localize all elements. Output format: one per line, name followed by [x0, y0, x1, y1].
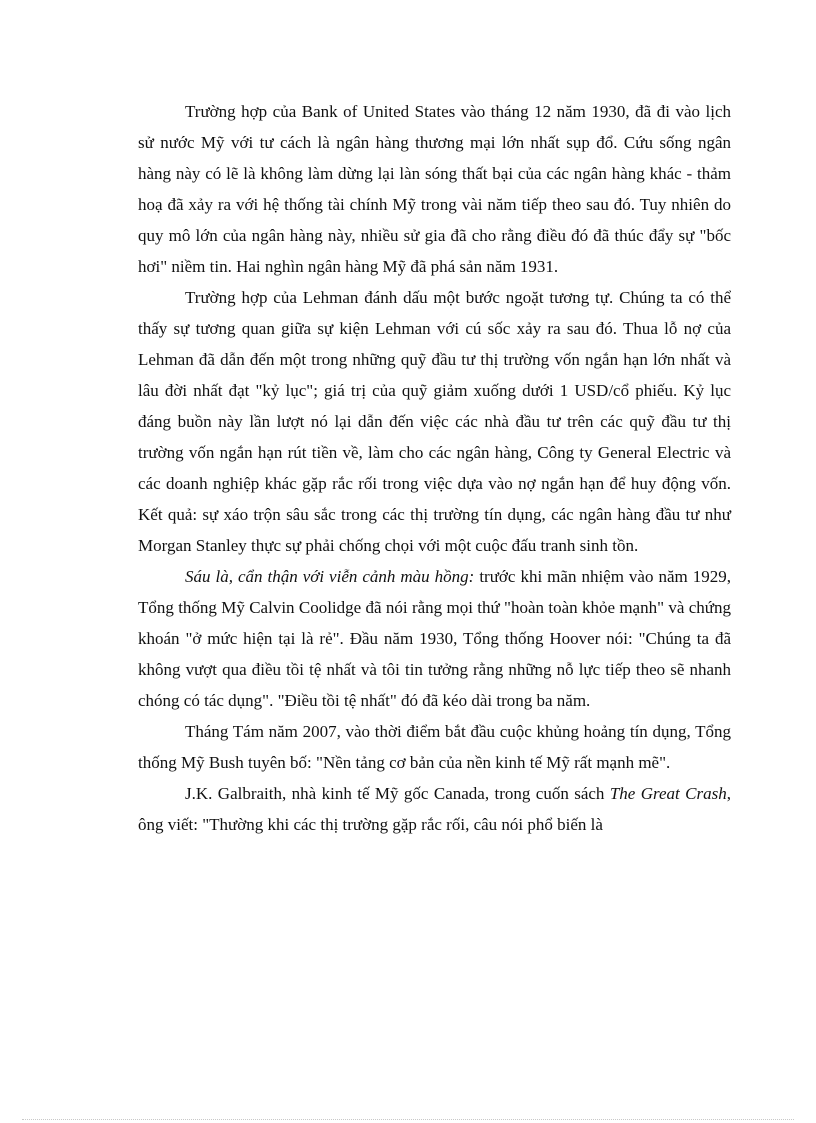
book-title-italic: The Great Crash — [609, 784, 727, 803]
paragraph-bush-2007: Tháng Tám năm 2007, vào thời điểm bắt đầu cuộc khủng hoảng tín dụng, Tổng thống Mỹ Bush tuyên bố: "Nền tảng cơ bản của nền kinh tế Mỹ rất mạnh mẽ". — [138, 722, 731, 772]
paragraph-galbraith-rest: , ông viết: "Thường khi các thị trường gặp rắc rối, câu nói phổ biến là — [138, 784, 731, 834]
paragraph-lehman: Trường hợp của Lehman đánh dấu một bước ngoặt tương tự. Chúng ta có thể thấy sự tương quan giữa sự kiện Lehman với cú sốc xảy ra sau đó. Thua lỗ nợ của Lehman đã dẫn đến một trong những quỹ đầu tư thị trường vốn ngắn hạn lớn nhất và lâu đời nhất đạt "kỷ lục"; giá trị của quỹ giảm xuống dưới 1 USD/cổ phiếu. Kỷ lục đáng buồn này lần lượt nó lại dẫn đến việc các nhà đầu tư trên các quỹ đầu tư thị trường vốn ngắn hạn rút tiền về, làm cho các ngân hàng, Công ty General Electric và các doanh nghiệp khác gặp rắc rối trong việc dựa vào nợ ngắn hạn để huy động vốn. Kết quả: sự xáo trộn sâu sắc trong các thị trường tín dụng, các ngân hàng đầu tư như Morgan Stanley thực sự phải chống chọi với một cuộc đấu tranh sinh tồn. — [138, 288, 731, 555]
paragraph-rosy-outlook — [138, 561, 731, 716]
page-footer-divider — [22, 1119, 794, 1120]
section-lead-italic: Sáu là, cẩn thận với viễn cảnh màu hồng: — [185, 567, 475, 586]
paragraph-galbraith-start: J.K. Galbraith, nhà kinh tế Mỹ gốc Canada, trong cuốn sách — [185, 784, 610, 803]
paragraph-galbraith — [138, 778, 731, 840]
document-body — [138, 96, 731, 840]
paragraph-bank-of-united-states: Trường hợp của Bank of United States vào tháng 12 năm 1930, đã đi vào lịch sử nước Mỹ với tư cách là ngân hàng thương mại lớn nhất sụp đổ. Cứu sống ngân hàng này có lẽ là không làm dừng lại làn sóng thất bại của các ngân hàng khác - thảm hoạ đã xảy ra với hệ thống tài chính Mỹ trong vài năm tiếp theo sau đó. Tuy nhiên do quy mô lớn của ngân hàng này, nhiều sử gia đã cho rằng điều đó đã thúc đẩy sự "bốc hơi" niềm tin. Hai nghìn ngân hàng Mỹ đã phá sản năm 1931. — [138, 102, 731, 276]
paragraph-rosy-outlook-text: trước khi mãn nhiệm vào năm 1929, Tổng thống Mỹ Calvin Coolidge đã nói rằng mọi thứ "hoàn toàn khỏe mạnh" và chứng khoán "ở mức hiện tại là rẻ". Đầu năm 1930, Tổng thống Hoover nói: "Chúng ta đã không vượt qua điều tồi tệ nhất và tôi tin tưởng rằng những nỗ lực tiếp theo sẽ nhanh chóng có tác dụng". "Điều tồi tệ nhất" đó đã kéo dài trong ba năm. — [138, 567, 731, 710]
